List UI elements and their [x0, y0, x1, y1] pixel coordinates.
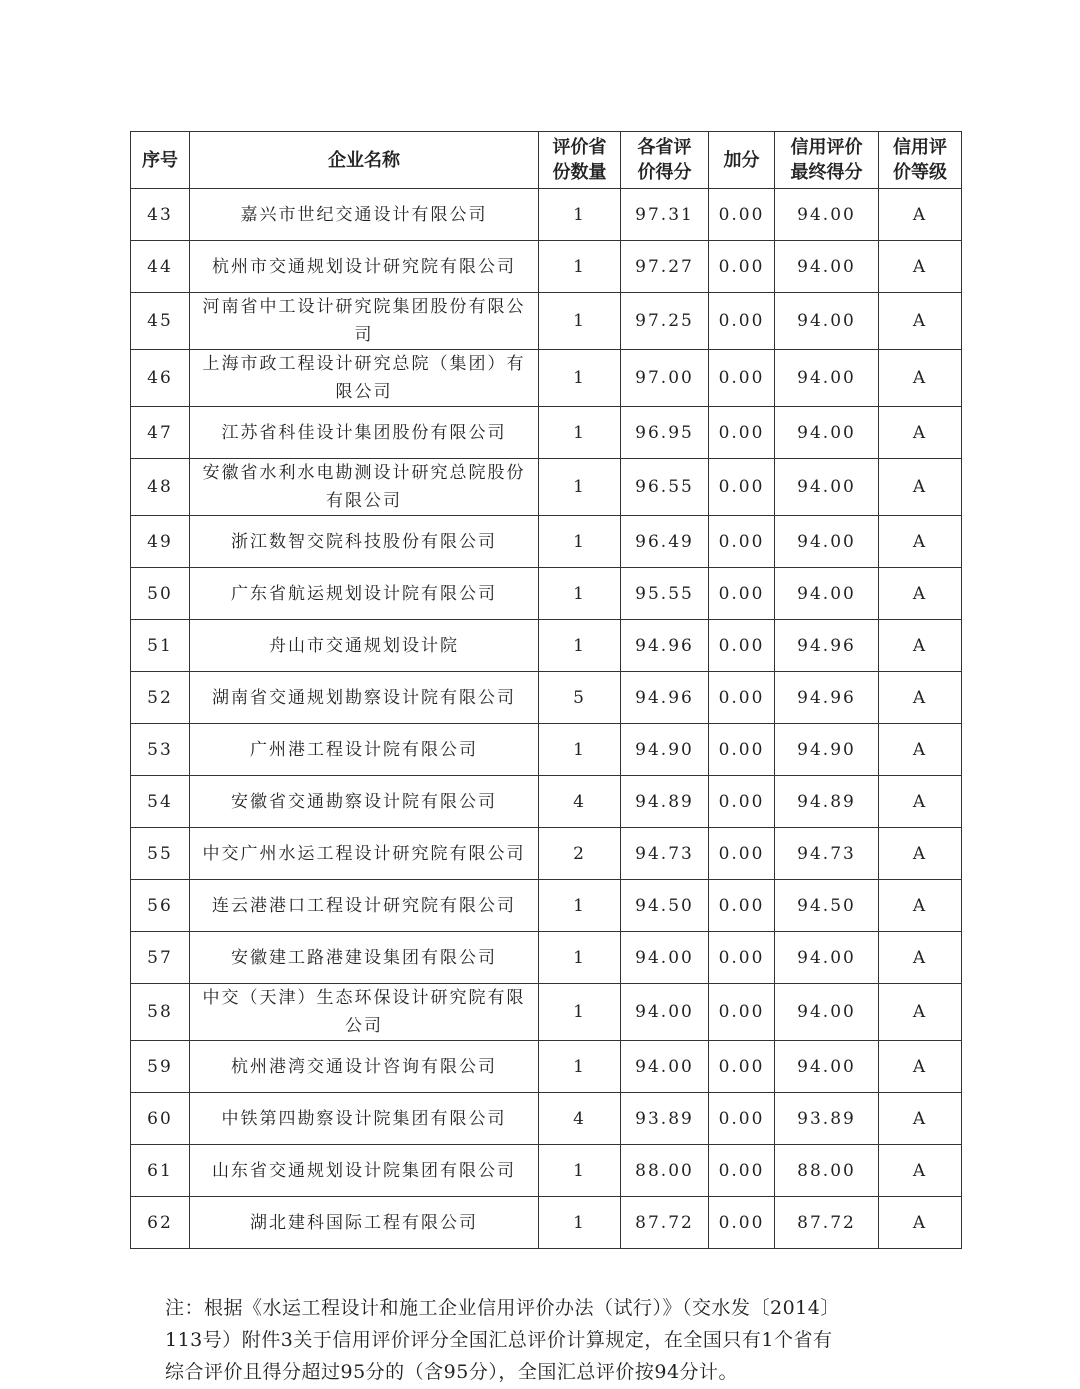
cell-seq: 43 — [131, 189, 190, 241]
cell-province-score: 94.00 — [621, 984, 709, 1041]
table-row — [131, 776, 962, 828]
cell-province-score: 97.27 — [621, 241, 709, 293]
cell-bonus: 0.00 — [709, 880, 775, 932]
company-name-line: 中交广州水运工程设计研究院有限公司 — [202, 843, 526, 864]
header-province-count: 评价省 份数量 — [539, 132, 621, 189]
company-name-line: 浙江数智交院科技股份有限公司 — [231, 531, 497, 552]
company-name-line: 广东省航运规划设计院有限公司 — [231, 583, 497, 604]
cell-province-count: 4 — [539, 776, 621, 828]
cell-grade: A — [879, 241, 962, 293]
table-row — [131, 568, 962, 620]
cell-bonus: 0.00 — [709, 293, 775, 350]
cell-grade: A — [879, 1197, 962, 1249]
cell-grade: A — [879, 350, 962, 407]
company-name-line: 舟山市交通规划设计院 — [269, 635, 459, 656]
cell-bonus: 0.00 — [709, 672, 775, 724]
cell-province-score: 88.00 — [621, 1145, 709, 1197]
cell-seq: 45 — [131, 293, 190, 350]
company-name-line: 连云港港口工程设计研究院有限公司 — [212, 895, 516, 916]
cell-province-count: 1 — [539, 568, 621, 620]
cell-bonus: 0.00 — [709, 407, 775, 459]
cell-province-count: 1 — [539, 880, 621, 932]
cell-province-score: 94.50 — [621, 880, 709, 932]
header-bonus: 加分 — [709, 132, 775, 189]
company-name-line: 安徽省水利水电勘测设计研究总院股份 — [202, 463, 526, 483]
cell-seq: 60 — [131, 1093, 190, 1145]
cell-grade: A — [879, 828, 962, 880]
cell-final-score: 94.00 — [775, 568, 879, 620]
cell-company-name — [190, 1145, 539, 1197]
cell-bonus: 0.00 — [709, 1145, 775, 1197]
cell-province-count: 1 — [539, 984, 621, 1041]
table-row — [131, 189, 962, 241]
cell-final-score: 94.00 — [775, 407, 879, 459]
cell-province-count: 1 — [539, 189, 621, 241]
cell-grade: A — [879, 1041, 962, 1093]
cell-final-score: 94.90 — [775, 724, 879, 776]
cell-province-score: 96.49 — [621, 516, 709, 568]
company-name-line: 江苏省科佳设计集团股份有限公司 — [221, 422, 507, 443]
cell-bonus: 0.00 — [709, 932, 775, 984]
cell-province-count: 1 — [539, 516, 621, 568]
table-row — [131, 350, 962, 407]
company-name-line: 广州港工程设计院有限公司 — [250, 739, 478, 760]
cell-seq: 56 — [131, 880, 190, 932]
header-province-score: 各省评 价得分 — [621, 132, 709, 189]
cell-bonus: 0.00 — [709, 1041, 775, 1093]
cell-grade: A — [879, 776, 962, 828]
cell-final-score: 94.89 — [775, 776, 879, 828]
cell-province-score: 97.31 — [621, 189, 709, 241]
cell-bonus: 0.00 — [709, 241, 775, 293]
cell-bonus: 0.00 — [709, 620, 775, 672]
company-name-line: 安徽建工路港建设集团有限公司 — [231, 947, 497, 968]
cell-company-name — [190, 189, 539, 241]
company-name-line: 公司 — [345, 1016, 383, 1036]
cell-company-name — [190, 459, 539, 516]
cell-final-score: 94.00 — [775, 459, 879, 516]
cell-grade: A — [879, 293, 962, 350]
cell-company-name — [190, 984, 539, 1041]
cell-seq: 54 — [131, 776, 190, 828]
cell-grade: A — [879, 932, 962, 984]
table-row — [131, 1197, 962, 1249]
cell-province-score: 87.72 — [621, 1197, 709, 1249]
cell-province-count: 5 — [539, 672, 621, 724]
company-name-line: 中铁第四勘察设计院集团有限公司 — [221, 1108, 507, 1129]
table-row — [131, 932, 962, 984]
cell-province-count: 1 — [539, 932, 621, 984]
cell-province-score: 93.89 — [621, 1093, 709, 1145]
cell-seq: 52 — [131, 672, 190, 724]
company-name-line: 湖北建科国际工程有限公司 — [250, 1212, 478, 1233]
table-row — [131, 407, 962, 459]
table-row — [131, 516, 962, 568]
cell-province-count: 2 — [539, 828, 621, 880]
cell-grade: A — [879, 672, 962, 724]
cell-company-name — [190, 350, 539, 407]
footnote — [165, 1292, 925, 1388]
table-row — [131, 880, 962, 932]
table-row — [131, 241, 962, 293]
table-row — [131, 828, 962, 880]
cell-grade: A — [879, 407, 962, 459]
cell-seq: 55 — [131, 828, 190, 880]
cell-grade: A — [879, 568, 962, 620]
header-grade: 信用评 价等级 — [879, 132, 962, 189]
cell-province-count: 4 — [539, 1093, 621, 1145]
company-name-line: 限公司 — [335, 382, 393, 402]
cell-final-score: 94.96 — [775, 672, 879, 724]
cell-grade: A — [879, 459, 962, 516]
cell-province-count: 1 — [539, 407, 621, 459]
cell-bonus: 0.00 — [709, 568, 775, 620]
cell-final-score: 94.50 — [775, 880, 879, 932]
cell-province-score: 94.73 — [621, 828, 709, 880]
cell-company-name — [190, 568, 539, 620]
cell-bonus: 0.00 — [709, 984, 775, 1041]
cell-bonus: 0.00 — [709, 1197, 775, 1249]
cell-province-score: 94.89 — [621, 776, 709, 828]
cell-province-count: 1 — [539, 350, 621, 407]
company-name-line: 上海市政工程设计研究总院（集团）有 — [202, 354, 526, 374]
company-name-line: 安徽省交通勘察设计院有限公司 — [231, 791, 497, 812]
table-body — [131, 189, 962, 1249]
cell-seq: 57 — [131, 932, 190, 984]
footnote-line: 综合评价且得分超过95分的（含95分），全国汇总评价按94分计。 — [165, 1361, 739, 1383]
table-row — [131, 724, 962, 776]
cell-seq: 49 — [131, 516, 190, 568]
cell-province-score: 96.55 — [621, 459, 709, 516]
cell-company-name — [190, 828, 539, 880]
company-name-line: 司 — [354, 325, 374, 345]
cell-final-score: 94.00 — [775, 189, 879, 241]
table-row — [131, 459, 962, 516]
cell-province-count: 1 — [539, 620, 621, 672]
cell-company-name — [190, 1041, 539, 1093]
cell-grade: A — [879, 880, 962, 932]
cell-seq: 46 — [131, 350, 190, 407]
table-row — [131, 1145, 962, 1197]
company-name-line: 杭州港湾交通设计咨询有限公司 — [231, 1056, 497, 1077]
cell-final-score: 94.00 — [775, 350, 879, 407]
header-final-score: 信用评价 最终得分 — [775, 132, 879, 189]
company-name-line: 山东省交通规划设计院集团有限公司 — [212, 1160, 516, 1181]
cell-final-score: 94.00 — [775, 984, 879, 1041]
cell-province-count: 1 — [539, 1041, 621, 1093]
company-name-line: 河南省中工设计研究院集团股份有限公 — [202, 297, 526, 317]
cell-company-name — [190, 932, 539, 984]
cell-province-score: 94.00 — [621, 1041, 709, 1093]
cell-seq: 62 — [131, 1197, 190, 1249]
cell-province-count: 1 — [539, 293, 621, 350]
cell-final-score: 94.00 — [775, 1041, 879, 1093]
cell-company-name — [190, 724, 539, 776]
cell-final-score: 94.00 — [775, 241, 879, 293]
header-company-name: 企业名称 — [190, 132, 539, 189]
cell-province-count: 1 — [539, 1145, 621, 1197]
header-seq: 序号 — [131, 132, 190, 189]
cell-company-name — [190, 620, 539, 672]
company-name-line: 有限公司 — [326, 491, 402, 511]
cell-bonus: 0.00 — [709, 828, 775, 880]
company-name-line: 嘉兴市世纪交通设计有限公司 — [240, 204, 488, 225]
cell-final-score: 93.89 — [775, 1093, 879, 1145]
company-name-line: 中交（天津）生态环保设计研究院有限 — [202, 988, 526, 1008]
cell-grade: A — [879, 984, 962, 1041]
cell-company-name — [190, 776, 539, 828]
cell-company-name — [190, 241, 539, 293]
cell-company-name — [190, 672, 539, 724]
cell-province-count: 1 — [539, 1197, 621, 1249]
cell-seq: 51 — [131, 620, 190, 672]
cell-province-score: 97.00 — [621, 350, 709, 407]
cell-company-name — [190, 407, 539, 459]
cell-company-name — [190, 1093, 539, 1145]
cell-company-name — [190, 293, 539, 350]
cell-province-count: 1 — [539, 459, 621, 516]
table-row — [131, 293, 962, 350]
cell-province-score: 94.00 — [621, 932, 709, 984]
cell-bonus: 0.00 — [709, 189, 775, 241]
cell-final-score: 94.00 — [775, 293, 879, 350]
cell-province-count: 1 — [539, 241, 621, 293]
cell-grade: A — [879, 1093, 962, 1145]
table-row — [131, 1041, 962, 1093]
cell-grade: A — [879, 724, 962, 776]
cell-seq: 48 — [131, 459, 190, 516]
cell-seq: 58 — [131, 984, 190, 1041]
cell-final-score: 94.96 — [775, 620, 879, 672]
cell-province-count: 1 — [539, 724, 621, 776]
cell-final-score: 94.73 — [775, 828, 879, 880]
cell-seq: 50 — [131, 568, 190, 620]
cell-final-score: 88.00 — [775, 1145, 879, 1197]
footnote-line: 113号）附件3关于信用评价评分全国汇总评价计算规定，在全国只有1个省有 — [165, 1329, 833, 1351]
credit-rating-table — [130, 131, 962, 1249]
cell-province-score: 94.96 — [621, 672, 709, 724]
cell-bonus: 0.00 — [709, 516, 775, 568]
table-header-row — [131, 132, 962, 189]
cell-seq: 47 — [131, 407, 190, 459]
cell-company-name — [190, 1197, 539, 1249]
cell-bonus: 0.00 — [709, 776, 775, 828]
company-name-line: 湖南省交通规划勘察设计院有限公司 — [212, 687, 516, 708]
company-name-line: 杭州市交通规划设计研究院有限公司 — [212, 256, 516, 277]
cell-seq: 61 — [131, 1145, 190, 1197]
cell-final-score: 94.00 — [775, 932, 879, 984]
cell-seq: 44 — [131, 241, 190, 293]
cell-province-score: 94.90 — [621, 724, 709, 776]
cell-bonus: 0.00 — [709, 724, 775, 776]
cell-seq: 59 — [131, 1041, 190, 1093]
table-row — [131, 672, 962, 724]
cell-seq: 53 — [131, 724, 190, 776]
cell-province-score: 97.25 — [621, 293, 709, 350]
cell-bonus: 0.00 — [709, 459, 775, 516]
table-row — [131, 1093, 962, 1145]
table-row — [131, 620, 962, 672]
cell-final-score: 94.00 — [775, 516, 879, 568]
cell-grade: A — [879, 620, 962, 672]
cell-bonus: 0.00 — [709, 350, 775, 407]
cell-province-score: 96.95 — [621, 407, 709, 459]
cell-final-score: 87.72 — [775, 1197, 879, 1249]
cell-grade: A — [879, 516, 962, 568]
cell-grade: A — [879, 189, 962, 241]
footnote-line: 注：根据《水运工程设计和施工企业信用评价办法（试行）》（交水发〔2014〕 — [165, 1297, 840, 1319]
cell-province-score: 94.96 — [621, 620, 709, 672]
table-row — [131, 984, 962, 1041]
cell-bonus: 0.00 — [709, 1093, 775, 1145]
cell-grade: A — [879, 1145, 962, 1197]
cell-company-name — [190, 516, 539, 568]
cell-province-score: 95.55 — [621, 568, 709, 620]
cell-company-name — [190, 880, 539, 932]
